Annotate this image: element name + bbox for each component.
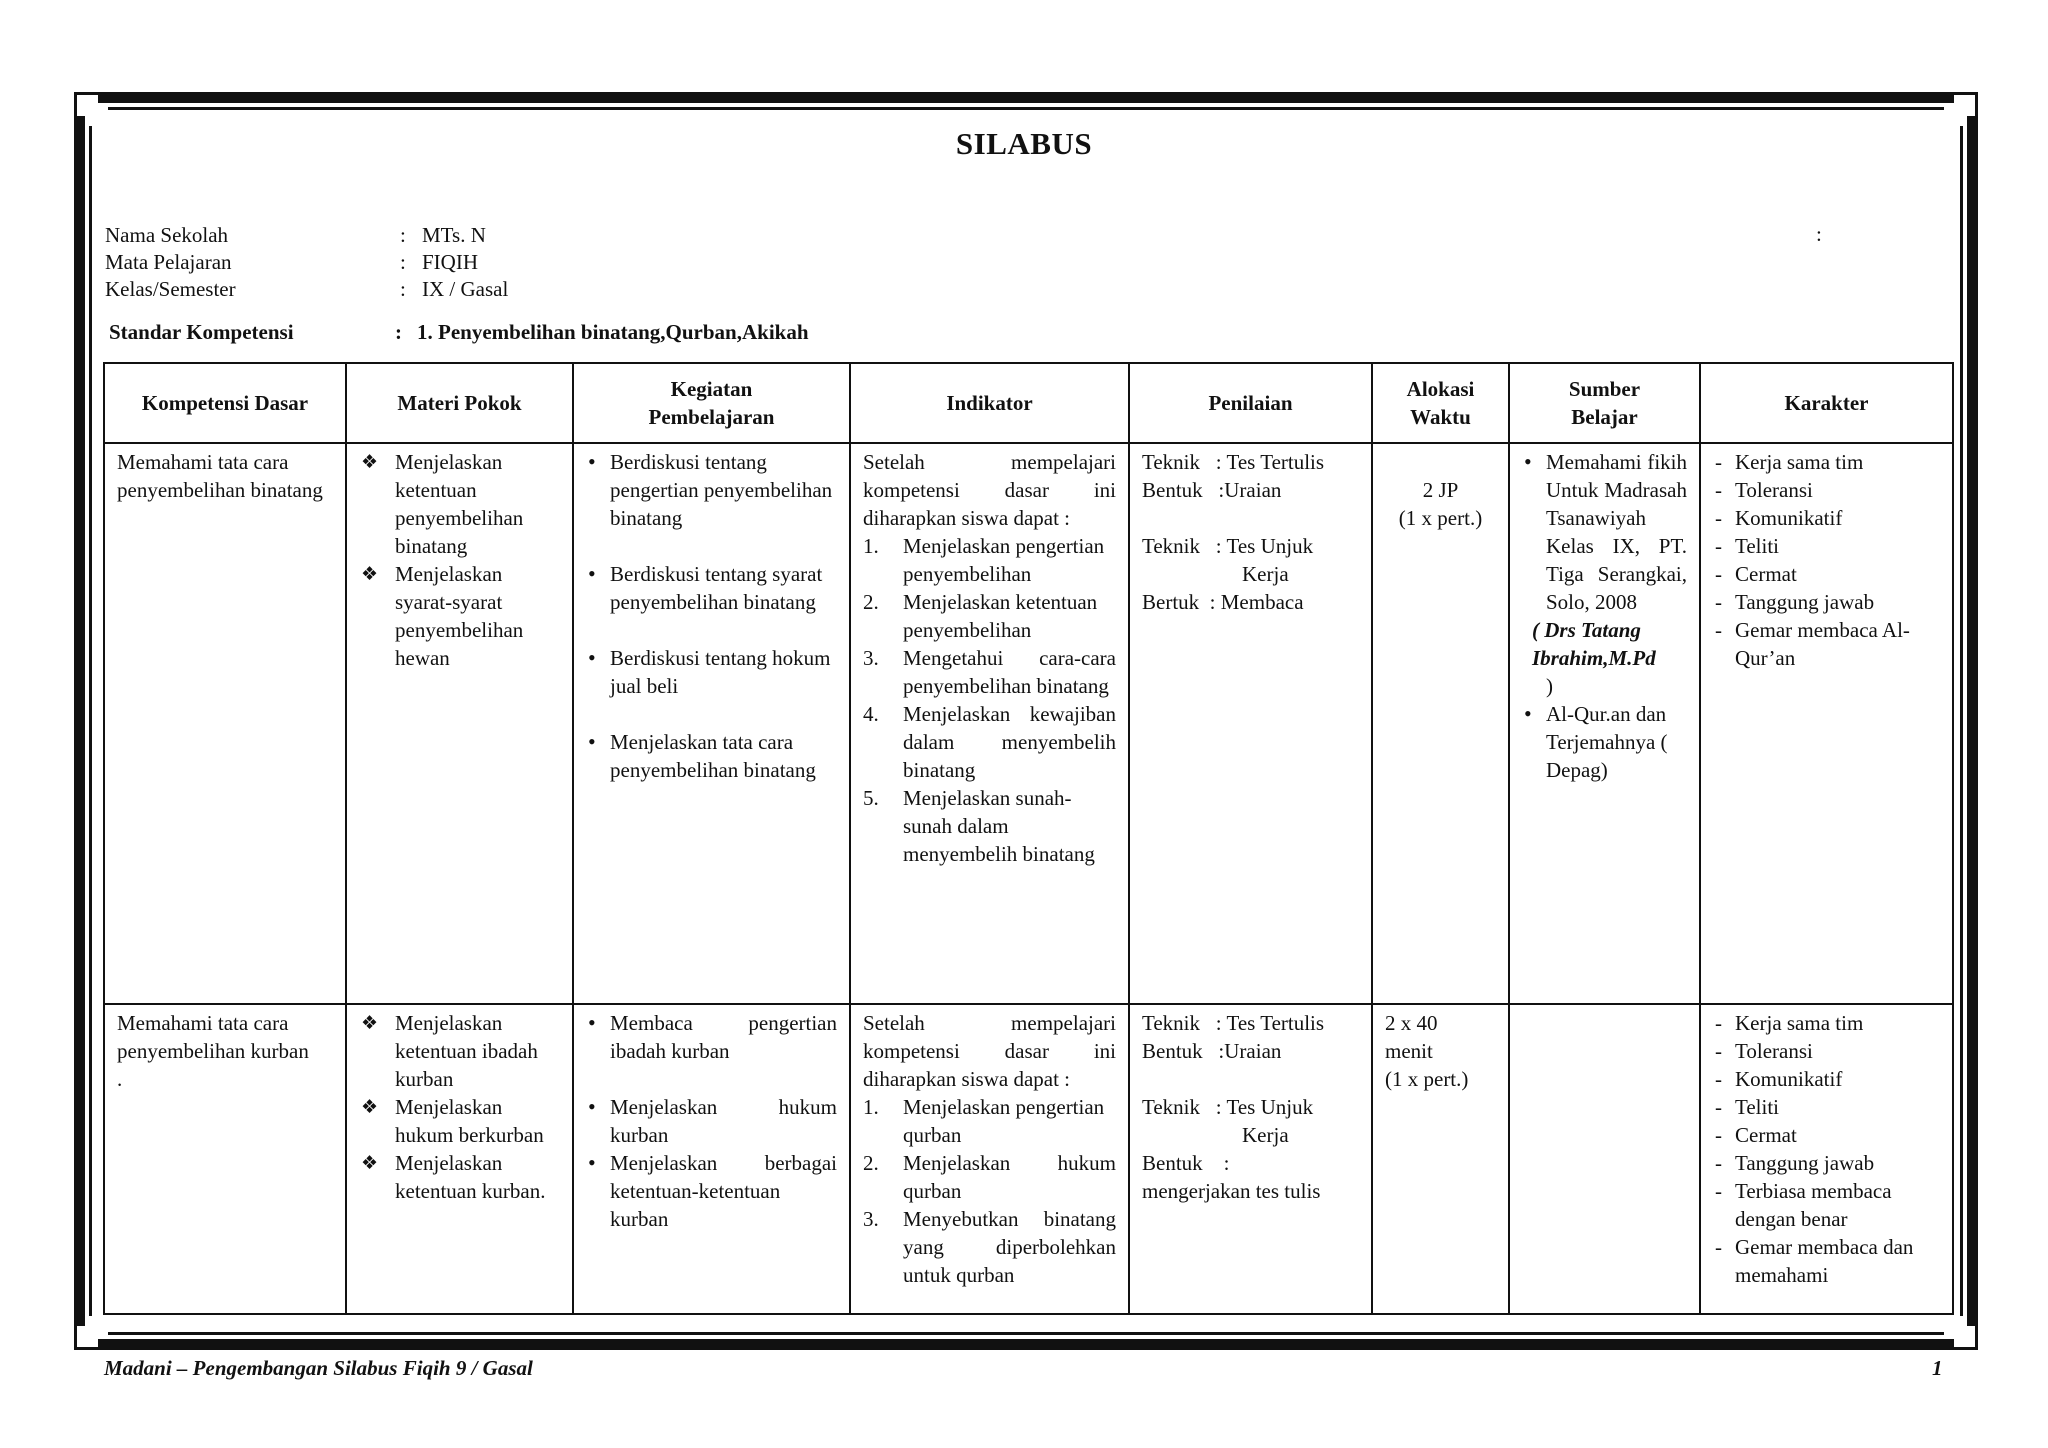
info-separator: : bbox=[400, 250, 406, 274]
kegiatan-item: • Menjelaskan berbagai ketentuan-ketentuan kurban bbox=[586, 1149, 837, 1233]
alokasi-pert: (1 x pert.) bbox=[1398, 506, 1483, 530]
indikator-number: 3. bbox=[863, 646, 879, 670]
karakter-item: - Cermat bbox=[1713, 1121, 1940, 1149]
indikator-intro: Setelah mempelajari kompetensi dasar ini diharapkan siswa dapat : bbox=[863, 1011, 1116, 1091]
indikator-item bbox=[863, 1093, 1116, 1149]
header-alokasi bbox=[1372, 363, 1509, 443]
indikator-text: Menjelaskan pengertian qurban bbox=[903, 1095, 1105, 1147]
sumber-author: ( Drs Tatang Ibrahim,M.Pd bbox=[1532, 618, 1656, 670]
border-right-thin bbox=[1960, 126, 1963, 1316]
karakter-item: - Terbiasa membaca dengan benar bbox=[1713, 1177, 1940, 1233]
karakter-item: - Kerja sama tim bbox=[1713, 448, 1940, 476]
penilaian-line: Kerja bbox=[1242, 1123, 1289, 1147]
indikator-number: 1. bbox=[863, 534, 879, 558]
header-kegiatan-line2: Pembelajaran bbox=[648, 405, 775, 429]
cell-sumber bbox=[1509, 443, 1700, 1004]
header-indikator: Indikator bbox=[850, 363, 1129, 443]
standard-competence bbox=[109, 320, 809, 345]
karakter-item: - Toleransi bbox=[1713, 1037, 1940, 1065]
penilaian-value: : Tes Unjuk bbox=[1215, 534, 1314, 558]
penilaian-label: Bertuk bbox=[1142, 590, 1200, 614]
indikator-number: 5. bbox=[863, 786, 879, 810]
header-materi-pokok: Materi Pokok bbox=[346, 363, 573, 443]
corner-ornament bbox=[1954, 1326, 1978, 1350]
header-sumber-line1: Sumber bbox=[1568, 377, 1641, 401]
kegiatan-item: • Menjelaskan hukum kurban bbox=[586, 1093, 837, 1149]
border-top-thick bbox=[98, 92, 1954, 103]
cell-kompetensi-dasar bbox=[104, 1004, 346, 1314]
sumber-item: • Al-Qur.an dan Terjemahnya ( Depag) bbox=[1522, 700, 1687, 784]
cell-indikator bbox=[850, 1004, 1129, 1314]
header-alokasi-line2: Waktu bbox=[1410, 405, 1471, 429]
page-number: 1 bbox=[1932, 1356, 1943, 1380]
info-colon-right: : bbox=[1816, 222, 1822, 246]
cell-indikator bbox=[850, 443, 1129, 1004]
header-sumber-line2: Belajar bbox=[1571, 405, 1638, 429]
kegiatan-item: • Berdiskusi tentang syarat penyembelihan binatang bbox=[586, 560, 837, 616]
cell-alokasi bbox=[1372, 1004, 1509, 1314]
alokasi-jp: 2 x 40 bbox=[1385, 1011, 1438, 1035]
border-bottom-thick bbox=[98, 1339, 1954, 1350]
penilaian-line bbox=[1142, 1149, 1359, 1177]
materi-item: ❖ Menjelaskan ketentuan kurban. bbox=[359, 1149, 560, 1205]
kd-text: Memahami tata cara penyembelihan kurban bbox=[117, 1011, 309, 1063]
header-kegiatan-line1: Kegiatan bbox=[670, 377, 753, 401]
penilaian-label: Bentuk bbox=[1142, 1039, 1203, 1063]
penilaian-label: Teknik bbox=[1142, 450, 1201, 474]
border-bottom-thin bbox=[108, 1332, 1944, 1335]
indikator-text: Menjelaskan hukum qurban bbox=[903, 1151, 1116, 1203]
karakter-item: - Gemar membaca Al-Qur’an bbox=[1713, 616, 1940, 672]
border-left-thick bbox=[74, 116, 85, 1326]
indikator-intro: Setelah mempelajari kompetensi dasar ini diharapkan siswa dapat : bbox=[863, 450, 1116, 530]
corner-ornament bbox=[1954, 92, 1978, 116]
table-row bbox=[104, 443, 1953, 1004]
karakter-item: - Toleransi bbox=[1713, 476, 1940, 504]
cell-materi-pokok bbox=[346, 443, 573, 1004]
spacer bbox=[586, 532, 837, 560]
indikator-text: Menyebutkan binatang yang diperbolehkan untuk qurban bbox=[903, 1207, 1116, 1287]
info-subject bbox=[105, 249, 478, 276]
header-karakter: Karakter bbox=[1700, 363, 1953, 443]
spacer bbox=[1142, 504, 1359, 532]
penilaian-line bbox=[1142, 1093, 1359, 1121]
info-school bbox=[105, 222, 486, 249]
cell-karakter bbox=[1700, 1004, 1953, 1314]
info-label: Mata Pelajaran bbox=[105, 250, 232, 274]
alokasi-jp: 2 JP bbox=[1422, 478, 1459, 502]
indikator-item bbox=[863, 644, 1116, 700]
kd-dot: . bbox=[117, 1067, 123, 1091]
karakter-item: - Komunikatif bbox=[1713, 1065, 1940, 1093]
kegiatan-item: • Berdiskusi tentang pengertian penyembelihan binatang bbox=[586, 448, 837, 532]
penilaian-label: Teknik bbox=[1142, 1095, 1201, 1119]
alokasi-pert: (1 x pert.) bbox=[1385, 1067, 1469, 1091]
penilaian-value: : Membaca bbox=[1209, 590, 1304, 614]
karakter-item: - Tanggung jawab bbox=[1713, 1149, 1940, 1177]
karakter-item: - Gemar membaca dan memahami bbox=[1713, 1233, 1940, 1289]
alokasi-menit: menit bbox=[1385, 1039, 1433, 1063]
border-left-thin bbox=[89, 126, 92, 1316]
corner-ornament bbox=[74, 1326, 98, 1350]
border-right-thick bbox=[1967, 116, 1978, 1326]
spacer bbox=[1142, 1065, 1359, 1093]
table-header-row bbox=[104, 363, 1953, 443]
indikator-number: 1. bbox=[863, 1095, 879, 1119]
cell-materi-pokok bbox=[346, 1004, 573, 1314]
karakter-item: - Teliti bbox=[1713, 532, 1940, 560]
cell-penilaian bbox=[1129, 443, 1372, 1004]
karakter-item: - Teliti bbox=[1713, 1093, 1940, 1121]
cell-kompetensi-dasar bbox=[104, 443, 346, 1004]
indikator-text: Mengetahui cara-cara penyembelihan binatang bbox=[903, 646, 1116, 698]
spacer bbox=[586, 700, 837, 728]
header-alokasi-line1: Alokasi bbox=[1406, 377, 1475, 401]
penilaian-line bbox=[1142, 476, 1359, 504]
spacer bbox=[586, 1065, 837, 1093]
border-top-thin bbox=[108, 107, 1944, 110]
indikator-item bbox=[863, 784, 1116, 868]
cell-kegiatan bbox=[573, 1004, 850, 1314]
kegiatan-item: • Membaca pengertian ibadah kurban bbox=[586, 1009, 837, 1065]
indikator-item bbox=[863, 700, 1116, 784]
info-label: Nama Sekolah bbox=[105, 223, 229, 247]
materi-item: ❖ Menjelaskan syarat-syarat penyembelihan hewan bbox=[359, 560, 560, 672]
sumber-author-close: ) bbox=[1546, 674, 1553, 698]
spacer bbox=[586, 616, 837, 644]
info-label: Kelas/Semester bbox=[105, 277, 236, 301]
kegiatan-item: • Menjelaskan tata cara penyembelihan binatang bbox=[586, 728, 837, 784]
header-sumber bbox=[1509, 363, 1700, 443]
info-value: IX / Gasal bbox=[422, 277, 509, 301]
indikator-number: 4. bbox=[863, 702, 879, 726]
penilaian-line bbox=[1142, 588, 1359, 616]
penilaian-label: Teknik bbox=[1142, 534, 1201, 558]
indikator-text: Menjelaskan pengertian penyembelihan bbox=[903, 534, 1105, 586]
info-value: FIQIH bbox=[422, 250, 478, 274]
cell-sumber bbox=[1509, 1004, 1700, 1314]
info-separator: : bbox=[400, 277, 406, 301]
info-class bbox=[105, 276, 508, 303]
penilaian-line bbox=[1142, 448, 1359, 476]
kegiatan-item: • Berdiskusi tentang hokum jual beli bbox=[586, 644, 837, 700]
materi-item: ❖ Menjelaskan hukum berkurban bbox=[359, 1093, 560, 1149]
indikator-text: Menjelaskan sunah-sunah dalam menyembelih binatang bbox=[903, 786, 1095, 866]
penilaian-line bbox=[1142, 1009, 1359, 1037]
standard-label: Standar Kompetensi bbox=[109, 320, 294, 344]
penilaian-value: :Uraian bbox=[1218, 1039, 1282, 1063]
indikator-item bbox=[863, 1205, 1116, 1289]
penilaian-line: Kerja bbox=[1242, 562, 1289, 586]
penilaian-line bbox=[1142, 532, 1359, 560]
indikator-item bbox=[863, 532, 1116, 588]
indikator-number: 2. bbox=[863, 1151, 879, 1175]
karakter-item: - Tanggung jawab bbox=[1713, 588, 1940, 616]
penilaian-value: : Tes Tertulis bbox=[1215, 1011, 1325, 1035]
indikator-number: 2. bbox=[863, 590, 879, 614]
karakter-item: - Komunikatif bbox=[1713, 504, 1940, 532]
cell-penilaian bbox=[1129, 1004, 1372, 1314]
indikator-number: 3. bbox=[863, 1207, 879, 1231]
header-kompetensi-dasar: Kompetensi Dasar bbox=[104, 363, 346, 443]
penilaian-line: mengerjakan tes tulis bbox=[1142, 1179, 1321, 1203]
syllabus-table bbox=[103, 362, 1954, 1315]
header-kegiatan bbox=[573, 363, 850, 443]
indikator-text: Menjelaskan ketentuan penyembelihan bbox=[903, 590, 1098, 642]
karakter-item: - Kerja sama tim bbox=[1713, 1009, 1940, 1037]
info-separator: : bbox=[400, 223, 406, 247]
karakter-item: - Cermat bbox=[1713, 560, 1940, 588]
penilaian-value: : bbox=[1223, 1151, 1230, 1175]
indikator-text: Menjelaskan kewajiban dalam menyembelih binatang bbox=[903, 702, 1116, 782]
page-title: SILABUS bbox=[955, 126, 1093, 161]
penilaian-label: Teknik bbox=[1142, 1011, 1201, 1035]
standard-separator: : bbox=[395, 320, 402, 344]
cell-karakter bbox=[1700, 443, 1953, 1004]
penilaian-label: Bentuk bbox=[1142, 478, 1203, 502]
materi-item: ❖ Menjelaskan ketentuan penyembelihan binatang bbox=[359, 448, 560, 560]
cell-kegiatan bbox=[573, 443, 850, 1004]
footer-text: Madani – Pengembangan Silabus Fiqih 9 / Gasal bbox=[104, 1356, 533, 1380]
sumber-item bbox=[1522, 448, 1687, 616]
kd-text: Memahami tata cara penyembelihan binatang bbox=[117, 450, 323, 502]
penilaian-value: : Tes Tertulis bbox=[1215, 450, 1325, 474]
indikator-item bbox=[863, 588, 1116, 644]
cell-alokasi bbox=[1372, 443, 1509, 1004]
penilaian-value: : Tes Unjuk bbox=[1215, 1095, 1314, 1119]
table-row bbox=[104, 1004, 1953, 1314]
header-penilaian: Penilaian bbox=[1129, 363, 1372, 443]
info-value: MTs. N bbox=[422, 223, 486, 247]
penilaian-value: :Uraian bbox=[1218, 478, 1282, 502]
corner-ornament bbox=[74, 92, 98, 116]
sumber-text: Memahami fikih Untuk Madrasah Tsanawiyah Kelas IX, PT. Tiga Serangkai, Solo, 2008 bbox=[1546, 450, 1687, 614]
standard-value: 1. Penyembelihan binatang,Qurban,Akikah bbox=[417, 320, 809, 344]
penilaian-line bbox=[1142, 1037, 1359, 1065]
indikator-item bbox=[863, 1149, 1116, 1205]
penilaian-label: Bentuk bbox=[1142, 1151, 1203, 1175]
materi-item: ❖ Menjelaskan ketentuan ibadah kurban bbox=[359, 1009, 560, 1093]
